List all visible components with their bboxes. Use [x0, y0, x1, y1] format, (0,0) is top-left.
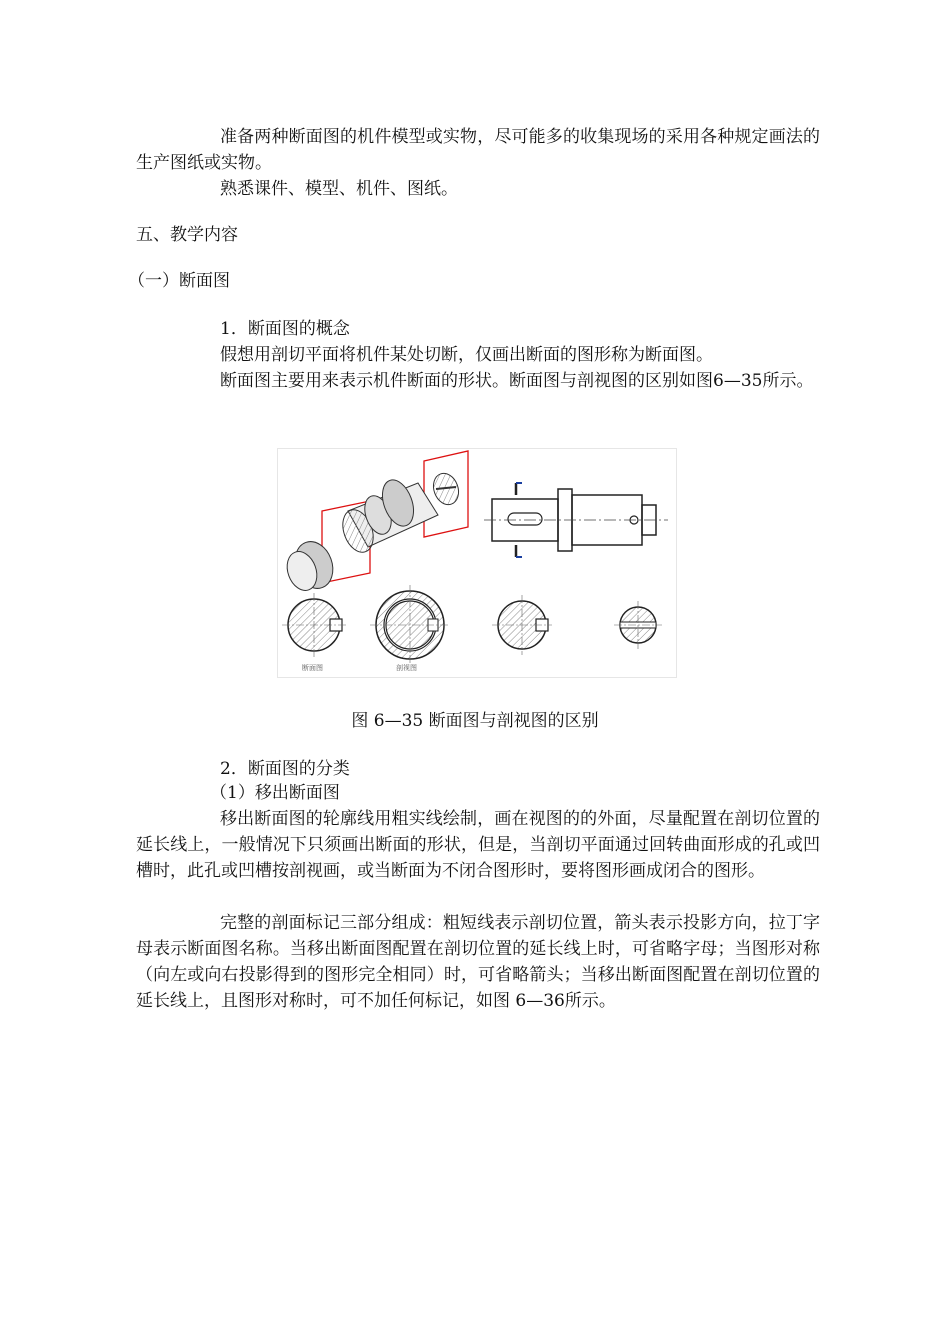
figure-drawing: [278, 449, 676, 677]
classification-paragraph-2: 完整的剖面标记三部分组成：粗短线表示剖切位置，箭头表示投影方向，拉丁字母表示断面图名称。当移出断面图配置在剖切位置的延长线上时，可省略字母；当图形对称（向左或向右投影得到的图形完全相同）时，可省略箭头；当移出断面图配置在剖切位置的延长线上，且图形对称时，可不加任何标记，如图 6—36所示。: [136, 913, 820, 1011]
classification-subheading: （1）移出断面图: [210, 783, 340, 803]
isometric-shaft-illustration: [282, 451, 468, 595]
concept-paragraph-1: 假想用剖切平面将机件某处切断，仅画出断面的图形称为断面图。: [220, 345, 713, 365]
prep-paragraph-1: 准备两种断面图的机件模型或实物，尽可能多的收集现场的采用各种规定画法的生产图纸或实物。: [136, 127, 820, 173]
concept-paragraph-2: 断面图主要用来表示机件断面的形状。断面图与剖视图的区别如图6—35所示。: [220, 371, 814, 391]
prep-paragraph-2: 熟悉课件、模型、机件、图纸。: [220, 179, 458, 199]
section-view-4: [614, 601, 662, 649]
classification-paragraph-1: 移出断面图的轮廓线用粗实线绘制，画在视图的的外面，尽量配置在剖切位置的延长线上，一般情况下只须画出断面的形状，但是，当剖切平面通过回转曲面形成的孔或凹槽时，此孔或凹槽按剖视画，或当断面为不闭合图形时，要将图形画成闭合的图形。: [136, 809, 820, 881]
section-view-1: [282, 593, 346, 657]
classification-heading: 2．断面图的分类: [220, 759, 350, 779]
figure-6-35: [277, 448, 677, 678]
subsection-heading: （一）断面图: [128, 271, 230, 291]
section-heading: 五、教学内容: [136, 225, 238, 245]
section-view-2-ring: [370, 585, 450, 665]
figure-label-right: 剖视图: [396, 664, 417, 672]
concept-heading: 1．断面图的概念: [220, 319, 350, 339]
section-view-3: [492, 595, 552, 655]
shaft-front-view: [484, 483, 668, 557]
figure-caption: 图 6—35 断面图与剖视图的区别: [351, 711, 599, 731]
figure-label-left: 断面图: [302, 664, 323, 672]
